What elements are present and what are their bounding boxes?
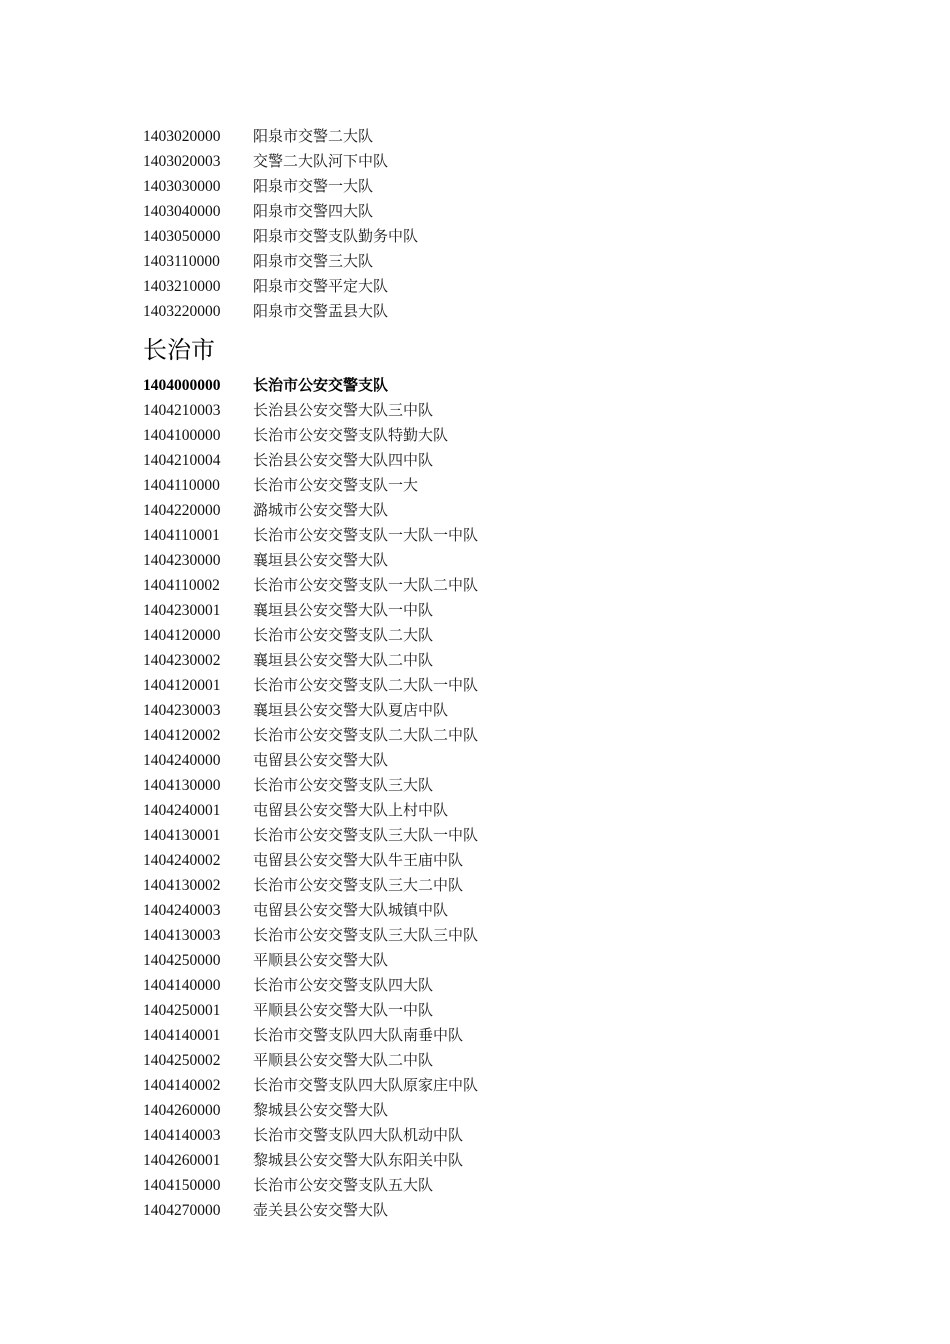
list-item (143, 1048, 478, 1073)
unit-code: 1403050000 (143, 228, 221, 245)
list-item (143, 548, 478, 573)
unit-code: 1404150000 (143, 1177, 221, 1194)
list-item (143, 1098, 478, 1123)
unit-code: 1404140001 (143, 1027, 221, 1044)
unit-code: 1403210000 (143, 278, 221, 295)
unit-name: 长治市公安交警支队二大队二中队 (253, 726, 479, 744)
list-item (143, 274, 418, 299)
changzhi-list (143, 373, 478, 1223)
unit-name: 交警二大队河下中队 (253, 152, 389, 170)
unit-name: 阳泉市交警四大队 (253, 202, 374, 220)
unit-name: 襄垣县公安交警大队夏店中队 (253, 701, 449, 719)
unit-code: 1404000000 (143, 377, 221, 394)
unit-code: 1404210004 (143, 452, 221, 469)
unit-name: 平顺县公安交警大队 (253, 951, 389, 969)
list-item (143, 1173, 478, 1198)
unit-code: 1404130003 (143, 927, 221, 944)
unit-code: 1404260000 (143, 1102, 221, 1119)
list-item (143, 373, 478, 398)
unit-name: 长治市交警支队四大队原家庄中队 (253, 1076, 479, 1094)
unit-name: 阳泉市交警支队勤务中队 (253, 227, 419, 245)
unit-code: 1404130001 (143, 827, 221, 844)
unit-code: 1404220000 (143, 502, 221, 519)
list-item (143, 124, 418, 149)
list-item (143, 898, 478, 923)
list-item (143, 224, 418, 249)
unit-name: 长治市公安交警支队三大队三中队 (253, 926, 479, 944)
unit-name: 屯留县公安交警大队上村中队 (253, 801, 449, 819)
list-item (143, 648, 478, 673)
unit-name: 长治市公安交警支队三大队 (253, 776, 434, 794)
list-item (143, 673, 478, 698)
unit-code: 1404230001 (143, 602, 221, 619)
list-item (143, 398, 478, 423)
unit-code: 1404250000 (143, 952, 221, 969)
list-item (143, 873, 478, 898)
list-item (143, 299, 418, 324)
unit-name: 阳泉市交警二大队 (253, 127, 374, 145)
list-item (143, 723, 478, 748)
unit-code: 1404130002 (143, 877, 221, 894)
unit-code: 1404270000 (143, 1202, 221, 1219)
unit-code: 1404250002 (143, 1052, 221, 1069)
list-item (143, 598, 478, 623)
yangquan-list (143, 124, 418, 324)
unit-name: 长治市公安交警支队五大队 (253, 1176, 434, 1194)
unit-code: 1404230002 (143, 652, 221, 669)
unit-code: 1404230003 (143, 702, 221, 719)
unit-name: 长治市交警支队四大队机动中队 (253, 1126, 464, 1144)
unit-code: 1404260001 (143, 1152, 221, 1169)
unit-name: 黎城县公安交警大队 (253, 1101, 389, 1119)
unit-code: 1404140003 (143, 1127, 221, 1144)
unit-name: 长治市交警支队四大队南垂中队 (253, 1026, 464, 1044)
list-item (143, 448, 478, 473)
list-item (143, 423, 478, 448)
unit-name: 长治市公安交警支队 (253, 376, 389, 394)
unit-code: 1404110002 (143, 577, 220, 594)
unit-name: 长治县公安交警大队三中队 (253, 401, 434, 419)
list-item (143, 823, 478, 848)
unit-code: 1404240001 (143, 802, 221, 819)
unit-name: 长治市公安交警支队四大队 (253, 976, 434, 994)
unit-code: 1404240002 (143, 852, 221, 869)
list-item (143, 623, 478, 648)
unit-code: 1404120002 (143, 727, 221, 744)
unit-code: 1404110001 (143, 527, 220, 544)
unit-code: 1403110000 (143, 253, 220, 270)
unit-code: 1404240003 (143, 902, 221, 919)
unit-code: 1404140002 (143, 1077, 221, 1094)
unit-name: 壶关县公安交警大队 (253, 1201, 389, 1219)
list-item (143, 149, 418, 174)
unit-code: 1404100000 (143, 427, 221, 444)
unit-name: 长治县公安交警大队四中队 (253, 451, 434, 469)
unit-code: 1404110000 (143, 477, 220, 494)
list-item (143, 948, 478, 973)
unit-name: 长治市公安交警支队特勤大队 (253, 426, 449, 444)
unit-code: 1404120000 (143, 627, 221, 644)
list-item (143, 473, 478, 498)
list-item (143, 523, 478, 548)
unit-name: 屯留县公安交警大队 (253, 751, 389, 769)
unit-code: 1404210003 (143, 402, 221, 419)
list-item (143, 1073, 478, 1098)
section-heading: 长治市 (143, 336, 215, 364)
list-item (143, 748, 478, 773)
list-item (143, 973, 478, 998)
list-item (143, 573, 478, 598)
unit-code: 1404140000 (143, 977, 221, 994)
list-item (143, 773, 478, 798)
unit-name: 阳泉市交警三大队 (253, 252, 374, 270)
unit-code: 1403020003 (143, 153, 221, 170)
unit-name: 平顺县公安交警大队一中队 (253, 1001, 434, 1019)
unit-name: 阳泉市交警盂县大队 (253, 302, 389, 320)
unit-name: 阳泉市交警平定大队 (253, 277, 389, 295)
list-item (143, 848, 478, 873)
unit-name: 长治市公安交警支队一大队一中队 (253, 526, 479, 544)
list-item (143, 923, 478, 948)
unit-name: 长治市公安交警支队一大队二中队 (253, 576, 479, 594)
unit-name: 屯留县公安交警大队牛王庙中队 (253, 851, 464, 869)
unit-code: 1404120001 (143, 677, 221, 694)
list-item (143, 1023, 478, 1048)
list-item (143, 1123, 478, 1148)
list-item (143, 174, 418, 199)
unit-name: 襄垣县公安交警大队 (253, 551, 389, 569)
unit-name: 襄垣县公安交警大队一中队 (253, 601, 434, 619)
list-item (143, 998, 478, 1023)
list-item (143, 1198, 478, 1223)
unit-name: 阳泉市交警一大队 (253, 177, 374, 195)
unit-code: 1404250001 (143, 1002, 221, 1019)
unit-name: 长治市公安交警支队一大 (253, 476, 419, 494)
unit-name: 屯留县公安交警大队城镇中队 (253, 901, 449, 919)
unit-name: 襄垣县公安交警大队二中队 (253, 651, 434, 669)
unit-name: 长治市公安交警支队二大队 (253, 626, 434, 644)
unit-code: 1404130000 (143, 777, 221, 794)
list-item (143, 798, 478, 823)
list-item (143, 498, 478, 523)
unit-name: 长治市公安交警支队二大队一中队 (253, 676, 479, 694)
list-item (143, 1148, 478, 1173)
unit-name: 黎城县公安交警大队东阳关中队 (253, 1151, 464, 1169)
unit-code: 1403040000 (143, 203, 221, 220)
unit-name: 潞城市公安交警大队 (253, 501, 389, 519)
unit-code: 1403220000 (143, 303, 221, 320)
unit-code: 1404240000 (143, 752, 221, 769)
unit-name: 平顺县公安交警大队二中队 (253, 1051, 434, 1069)
unit-code: 1404230000 (143, 552, 221, 569)
list-item (143, 199, 418, 224)
list-item (143, 249, 418, 274)
unit-code: 1403020000 (143, 128, 221, 145)
list-item (143, 698, 478, 723)
unit-name: 长治市公安交警支队三大二中队 (253, 876, 464, 894)
unit-name: 长治市公安交警支队三大队一中队 (253, 826, 479, 844)
unit-code: 1403030000 (143, 178, 221, 195)
